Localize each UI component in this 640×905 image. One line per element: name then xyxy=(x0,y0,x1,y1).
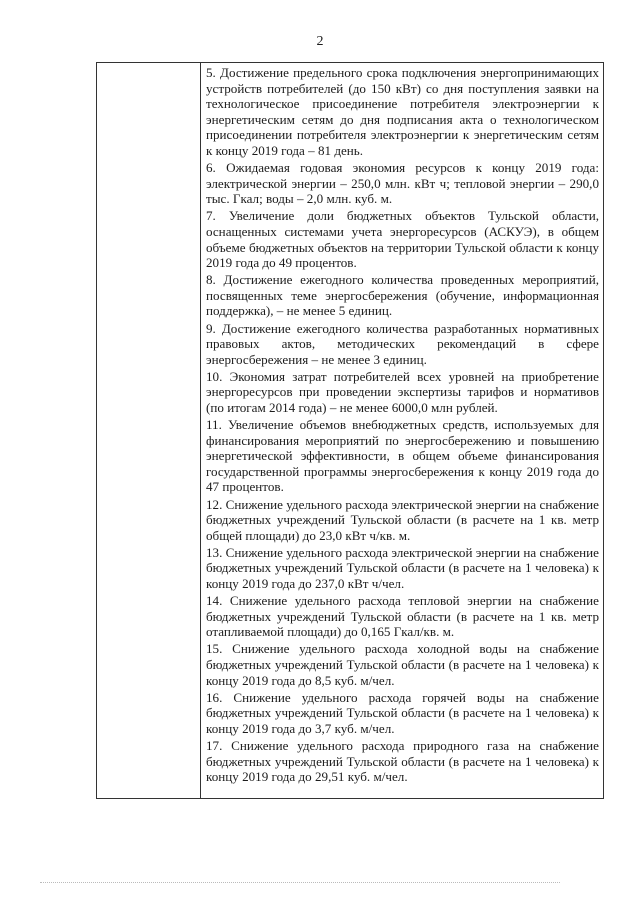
indicator-item: 10. Экономия затрат потребителей всех уровней на приобретение энергоресурсов при проведении экспертизы тарифов и нормативов (по итогам 2014 года) – не менее 6000,0 млн рублей. xyxy=(206,368,599,415)
indicator-item: 16. Снижение удельного расхода горячей воды на снабжение бюджетных учреждений Тульской области (в расчете на 1 человека) к концу 2019 года до 3,7 куб. м/чел. xyxy=(206,689,599,736)
indicator-item: 15. Снижение удельного расхода холодной воды на снабжение бюджетных учреждений Тульской области (в расчете на 1 человека) к концу 2019 года до 8,5 куб. м/чел. xyxy=(206,641,599,688)
indicator-item: 5. Достижение предельного срока подключения энергопринимающих устройств потребителей (до 150 кВт) со дня поступления заявки на технологическое присоединение потребителя электроэнергии к энергетическим сетям до дня подписания акта о технологическом присоединении потребителя электроэнергии к энергетическим сетям к концу 2019 года – 81 день. xyxy=(206,65,599,158)
indicator-item: 17. Снижение удельного расхода природного газа на снабжение бюджетных учреждений Тульской области (в расчете на 1 человека) к концу 2019 года до 29,51 куб. м/чел. xyxy=(206,737,599,785)
indicator-item: 11. Увеличение объемов внебюджетных средств, используемых для финансирования мероприятий по энергосбережению и повышению энергетической эффективности, в общем объеме финансирования государственной программы энергосбережения к концу 2019 года до 47 процентов. xyxy=(206,417,599,495)
indicator-item: 6. Ожидаемая годовая экономия ресурсов к концу 2019 года: электрической энергии – 250,0 млн. кВт ч; тепловой энергии – 290,0 тыс. Гкал; воды – 2,0 млн. куб. м. xyxy=(206,160,599,207)
indicator-item: 12. Снижение удельного расхода электрической энергии на снабжение бюджетных учреждений Тульской области (в расчете на 1 кв. метр общей площади) до 23,0 кВт ч/кв. м. xyxy=(206,496,599,543)
page-number: 2 xyxy=(316,34,324,49)
column-divider xyxy=(200,63,201,798)
indicators-table xyxy=(96,62,604,799)
indicator-item: 8. Достижение ежегодного количества проведенных мероприятий, посвященных теме энергосбережения (обучение, информационная поддержка), – не менее 5 единиц. xyxy=(206,272,599,319)
indicator-item: 9. Достижение ежегодного количества разработанных нормативных правовых актов, методических рекомендаций в сфере энергосбережения – не менее 3 единиц. xyxy=(206,320,599,367)
indicator-item: 14. Снижение удельного расхода тепловой энергии на снабжение бюджетных учреждений Тульской области (в расчете на 1 кв. метр отапливаемой площади) до 0,165 Гкал/кв. м. xyxy=(206,593,599,640)
indicator-item: 7. Увеличение доли бюджетных объектов Тульской области, оснащенных системами учета энергоресурсов (АСКУЭ), в общем объеме бюджетных объектов на территории Тульской области к концу 2019 года до 49 процентов. xyxy=(206,208,599,271)
scan-artifact-line xyxy=(40,882,560,883)
indicator-item: 13. Снижение удельного расхода электрической энергии на снабжение бюджетных учреждений Тульской области (в расчете на 1 человека) к концу 2019 года до 237,0 кВт ч/чел. xyxy=(206,544,599,591)
indicators-cell xyxy=(206,65,599,786)
